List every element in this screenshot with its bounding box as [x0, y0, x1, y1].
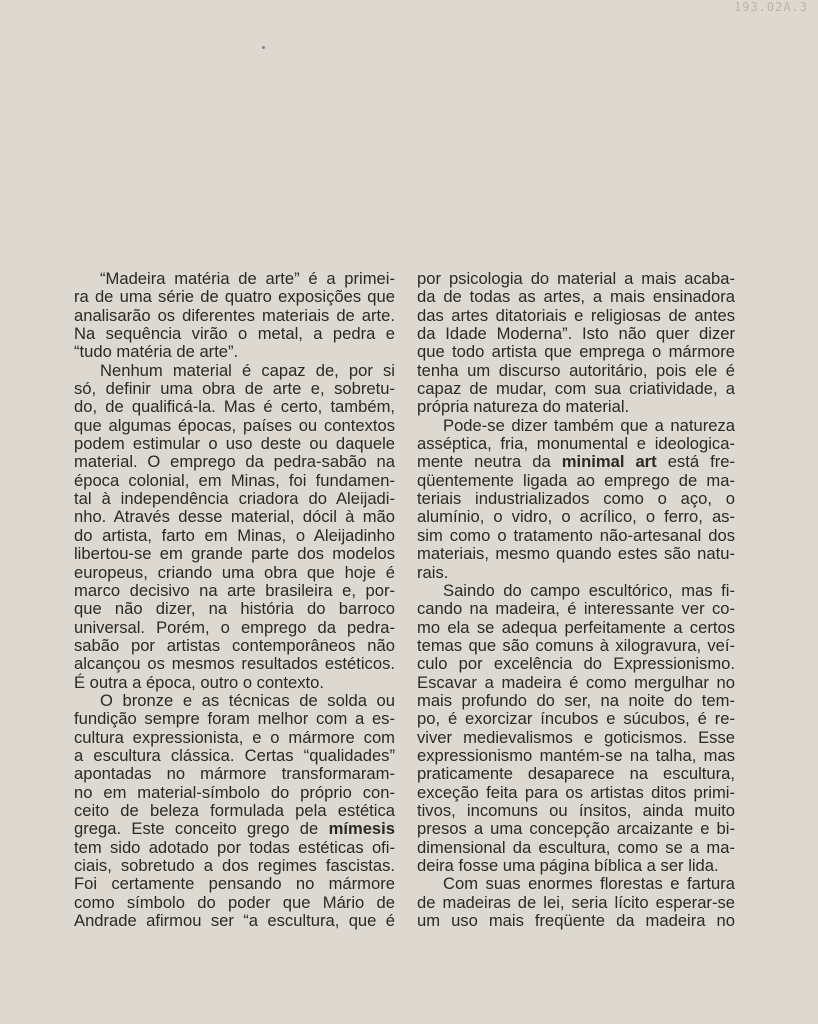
left-text-column — [74, 270, 395, 930]
text-run: Escavar a madeira é como mergulhar no — [417, 672, 735, 692]
text-run: É outra a época, outro o contexto. — [74, 672, 324, 692]
text-run: teriais industrializados como o aço, o — [417, 489, 735, 509]
text-line — [74, 490, 395, 508]
text-run: como símbolo do poder que Mário de — [74, 892, 395, 912]
text-run: Andrade afirmou ser “a escultura, que é — [74, 911, 395, 931]
text-run: analisarão os diferentes materiais de arte. — [74, 305, 395, 325]
text-line — [417, 784, 735, 802]
text-line — [417, 362, 735, 380]
text-line — [417, 692, 735, 710]
text-run: praticamente desaparece na escultura, — [417, 764, 735, 784]
text-line — [74, 288, 395, 306]
text-run: dimensional da escultura, como se a ma- — [417, 837, 735, 857]
text-line — [74, 875, 395, 893]
text-run: tal à independência criadora do Aleijadi- — [74, 489, 395, 509]
text-run: Pode-se dizer também que a natureza — [443, 415, 735, 435]
text-run: “Madeira matéria de arte” é a primei- — [100, 269, 395, 288]
text-line — [417, 417, 735, 435]
text-line — [417, 765, 735, 783]
text-line — [417, 508, 735, 526]
text-line — [417, 747, 735, 765]
text-run: só, definir uma obra de arte e, sobretu- — [74, 379, 395, 399]
text-line — [417, 545, 735, 563]
text-line — [74, 600, 395, 618]
text-line — [417, 857, 735, 875]
text-line — [74, 398, 395, 416]
text-run: de madeiras de lei, seria lícito esperar-se — [417, 892, 735, 912]
text-run: libertou-se em grande parte dos modelos — [74, 544, 395, 564]
text-line — [417, 619, 735, 637]
text-run: que não dizer, na história do barroco — [74, 599, 395, 619]
text-run: própria natureza do material. — [417, 397, 630, 417]
text-run: ceito de beleza formulada pela estética — [74, 800, 395, 820]
text-line — [417, 325, 735, 343]
text-line — [74, 820, 395, 838]
text-line — [74, 692, 395, 710]
text-run: fundição sempre foram melhor com a es- — [74, 709, 395, 729]
text-run: um uso mais freqüente da madeira no — [417, 911, 735, 931]
text-line — [417, 820, 735, 838]
text-line — [74, 674, 395, 692]
text-line — [74, 619, 395, 637]
text-line — [74, 784, 395, 802]
text-line — [74, 417, 395, 435]
text-run: ra de uma série de quatro exposições que — [74, 287, 395, 307]
text-line — [74, 508, 395, 526]
text-line — [74, 343, 395, 361]
text-line — [74, 747, 395, 765]
text-run: das artes ditatoriais e religiosas de antes — [417, 305, 735, 325]
text-line — [74, 637, 395, 655]
text-run: mais profundo do ser, na noite do tem- — [417, 690, 735, 710]
text-line — [74, 894, 395, 912]
text-line — [74, 472, 395, 490]
text-line — [417, 710, 735, 728]
text-run: rais. — [417, 562, 449, 582]
emphasized-term: minimal art — [561, 452, 657, 472]
text-line — [417, 894, 735, 912]
text-run: da de todas as artes, a mais ensinadora — [417, 287, 735, 307]
text-run: marco decisivo na arte brasileira e, por- — [74, 580, 395, 600]
emphasized-term: mímesis — [328, 819, 395, 839]
text-run: universal. Porém, o emprego da pedra- — [74, 617, 395, 637]
text-line — [74, 802, 395, 820]
catalog-stamp: 193.02A.3 — [733, 0, 808, 14]
text-run: temas que são comuns à xilogravura, veí- — [417, 635, 735, 655]
text-line — [74, 582, 395, 600]
text-line — [74, 912, 395, 930]
text-line — [417, 802, 735, 820]
text-line — [417, 288, 735, 306]
text-line — [417, 398, 735, 416]
text-run: qüentemente ligada ao emprego de ma- — [417, 470, 735, 490]
paper-speck — [262, 46, 265, 49]
text-line — [74, 307, 395, 325]
text-line — [74, 527, 395, 545]
text-line — [417, 674, 735, 692]
text-line — [74, 453, 395, 471]
text-run: tivos, incomuns ou ínsitos, ainda muito — [417, 800, 735, 820]
text-run: grega. Este conceito grego de — [74, 819, 329, 839]
text-run: materiais, mesmo quando estes são natu- — [417, 544, 735, 564]
text-run: Na sequência virão o metal, a pedra e — [74, 324, 395, 344]
text-run: tenha um discurso autoritário, pois ele é — [417, 360, 735, 380]
text-run: capaz de mudar, com sua criatividade, a — [417, 379, 735, 399]
text-line — [74, 325, 395, 343]
text-run: Foi certamente pensando no mármore — [74, 874, 395, 894]
text-line — [74, 729, 395, 747]
text-run: Saindo do campo escultórico, mas fi- — [443, 580, 735, 600]
text-line — [417, 582, 735, 600]
text-run: mente neutra da — [417, 452, 562, 472]
text-run: expressionismo mantém-se na talha, mas — [417, 745, 735, 765]
text-run: po, é exorcizar íncubos e súcubos, é re- — [417, 709, 735, 729]
text-run: deira fosse uma página bíblica a ser lida. — [417, 856, 719, 875]
text-line — [417, 453, 735, 471]
text-line — [74, 710, 395, 728]
text-run: O bronze e as técnicas de solda ou — [100, 690, 395, 710]
text-line — [74, 435, 395, 453]
text-run: Com suas enormes florestas e fartura — [443, 874, 735, 894]
text-line — [74, 765, 395, 783]
text-line — [74, 380, 395, 398]
text-line — [417, 472, 735, 490]
text-run: da Idade Moderna”. Isto não quer dizer — [417, 324, 735, 344]
text-run: por psicologia do material a mais acaba- — [417, 269, 735, 288]
text-run: do, de qualificá-la. Mas é certo, também, — [74, 397, 395, 417]
text-run: viver medievalismos e goticismos. Esse — [417, 727, 735, 747]
text-line — [74, 655, 395, 673]
text-run: “tudo matéria de arte”. — [74, 342, 239, 362]
text-run: apontadas no mármore transformaram- — [74, 764, 395, 784]
text-line — [417, 912, 735, 930]
text-line — [417, 270, 735, 288]
text-line — [417, 380, 735, 398]
text-line — [417, 343, 735, 361]
text-run: europeus, criando uma obra que hoje é — [74, 562, 395, 582]
text-run: que todo artista que emprega o mármore — [417, 342, 735, 362]
text-run: ciais, sobretudo a dos regimes fascistas. — [74, 856, 395, 875]
right-text-column — [417, 270, 735, 930]
text-line — [417, 307, 735, 325]
text-run: sim como o tratamento não-artesanal dos — [417, 525, 735, 545]
text-run: asséptica, fria, monumental e ideologica- — [417, 434, 735, 454]
text-line — [74, 545, 395, 563]
text-run: exceção feita para os artistas ditos primi- — [417, 782, 735, 802]
text-line — [417, 490, 735, 508]
text-run: mo ela se adequa perfeitamente a certos — [417, 617, 735, 637]
text-line — [74, 839, 395, 857]
text-run: do artista, farto em Minas, o Aleijadinho — [74, 525, 395, 545]
text-run: tem sido adotado por todas estéticas ofi- — [74, 837, 395, 857]
text-run: presos a uma concepção arcaizante e bi- — [417, 819, 735, 839]
text-run: Nenhum material é capaz de, por si — [100, 360, 395, 380]
text-run: alcançou os mesmos resultados estéticos. — [74, 654, 395, 674]
text-run: alumínio, o vidro, o acrílico, o ferro, as- — [417, 507, 735, 527]
text-line — [417, 600, 735, 618]
text-run: cando na madeira, é interessante ver co- — [417, 599, 735, 619]
text-line — [74, 857, 395, 875]
text-line — [417, 729, 735, 747]
text-run: material. O emprego da pedra-sabão na — [74, 452, 395, 472]
text-run: podem estimular o uso deste ou daquele — [74, 434, 395, 454]
text-line — [417, 527, 735, 545]
text-run: época colonial, em Minas, foi fundamen- — [74, 470, 395, 490]
text-line — [417, 875, 735, 893]
text-run: nho. Através desse material, dócil à mão — [74, 507, 395, 527]
text-run: que algumas épocas, países ou contextos — [74, 415, 395, 435]
text-line — [74, 564, 395, 582]
text-run: está fre- — [656, 452, 735, 472]
text-line — [417, 637, 735, 655]
text-run: no em material-símbolo do próprio con- — [74, 782, 395, 802]
text-line — [417, 839, 735, 857]
text-line — [417, 564, 735, 582]
text-run: a escultura clássica. Certas “qualidades” — [74, 745, 395, 765]
text-line — [417, 655, 735, 673]
text-line — [74, 362, 395, 380]
text-run: culo por excelência do Expressionismo. — [417, 654, 735, 674]
text-run: sabão por artistas contemporâneos não — [74, 635, 395, 655]
text-line — [74, 270, 395, 288]
text-line — [417, 435, 735, 453]
text-run: cultura expressionista, e o mármore com — [74, 727, 395, 747]
